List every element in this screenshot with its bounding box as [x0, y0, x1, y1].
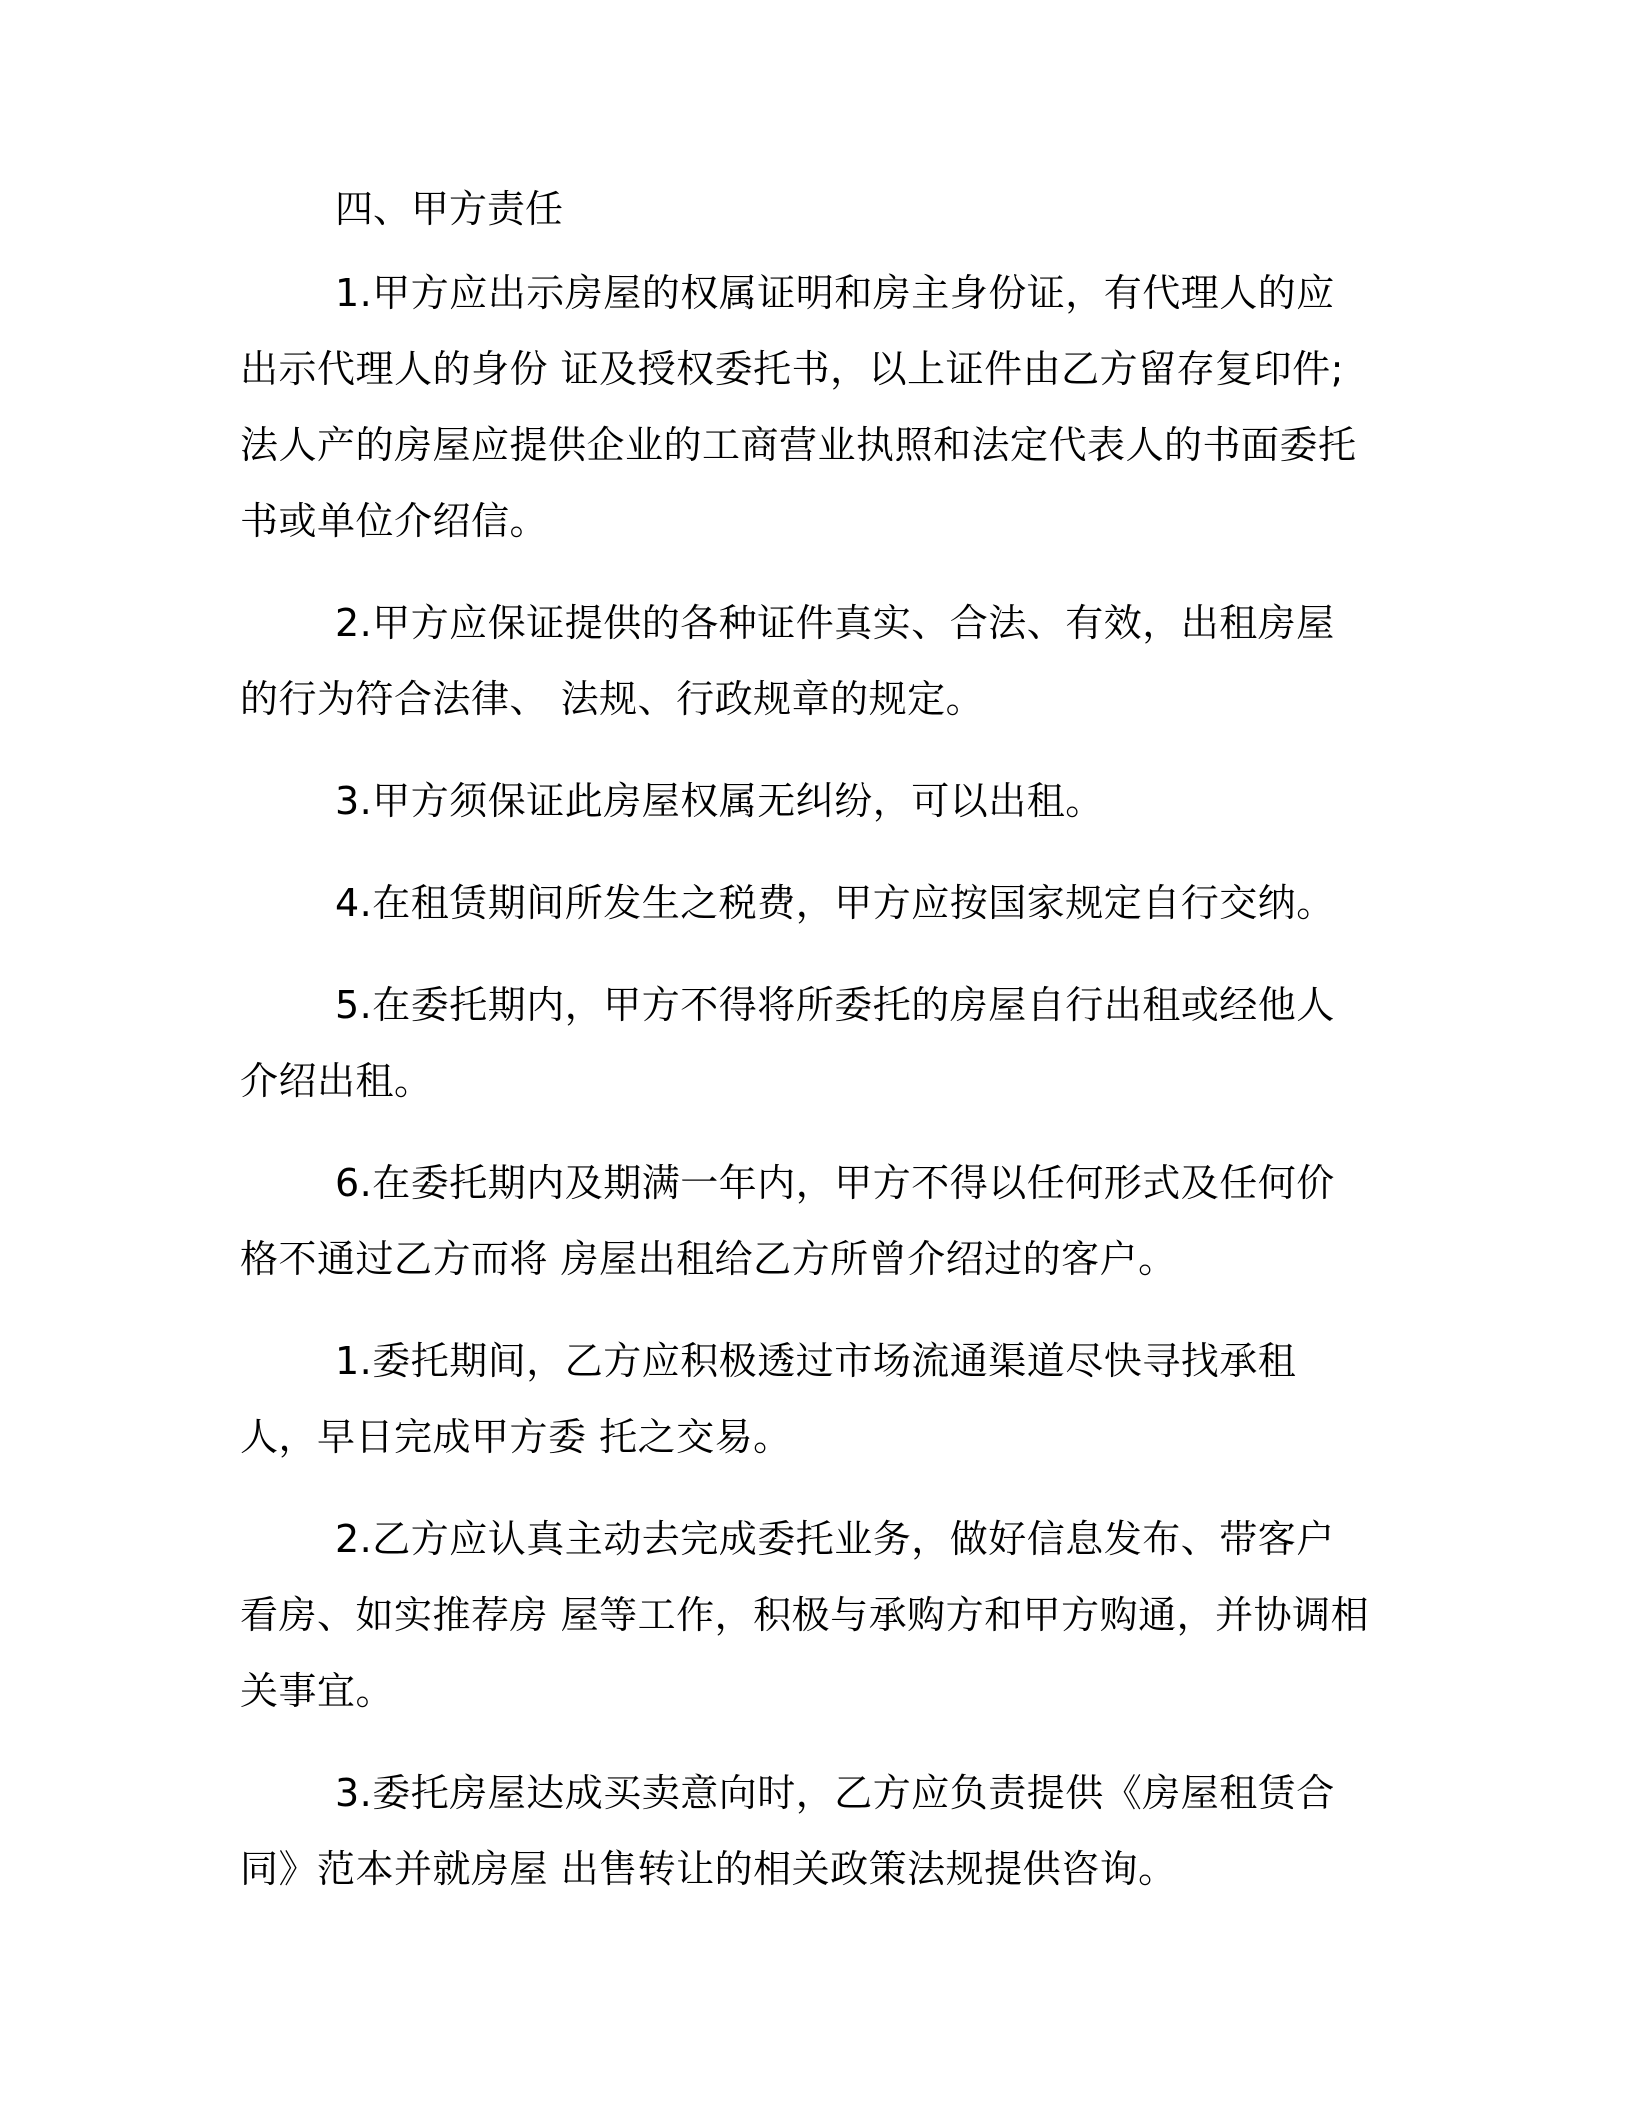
paragraph-5: 5.在委托期内，甲方不得将所委托的房屋自行出租或经他人介绍出租。	[240, 983, 1335, 1103]
paragraph-7: 1.委托期间，乙方应积极透过市场流通渠道尽快寻找承租人，早日完成甲方委 托之交易。	[240, 1339, 1297, 1459]
paragraph-4: 4.在租赁期间所发生之税费，甲方应按国家规定自行交纳。	[335, 881, 1335, 925]
section-heading: 四、甲方责任	[335, 187, 564, 231]
paragraph-2: 2.甲方应保证提供的各种证件真实、合法、有效，出租房屋的行为符合法律、 法规、行政规章的规定。	[240, 601, 1335, 721]
paragraph-1: 1.甲方应出示房屋的权属证明和房主身份证，有代理人的应出示代理人的身份 证及授权委托书，以上证件由乙方留存复印件;法人产的房屋应提供企业的工商营业执照和法定代表人的书面委托书或单位介绍信。	[240, 271, 1357, 543]
document-page	[240, 185, 1370, 1933]
paragraph-8: 2.乙方应认真主动去完成委托业务，做好信息发布、带客户看房、如实推荐房 屋等工作，积极与承购方和甲方购通，并协调相关事宜。	[240, 1517, 1370, 1713]
paragraph-6: 6.在委托期内及期满一年内，甲方不得以任何形式及任何价格不通过乙方而将 房屋出租给乙方所曾介绍过的客户。	[240, 1161, 1335, 1281]
paragraph-9: 3.委托房屋达成买卖意向时，乙方应负责提供《房屋租赁合同》范本并就房屋 出售转让的相关政策法规提供咨询。	[240, 1771, 1335, 1891]
paragraph-3: 3.甲方须保证此房屋权属无纠纷，可以出租。	[335, 779, 1104, 823]
